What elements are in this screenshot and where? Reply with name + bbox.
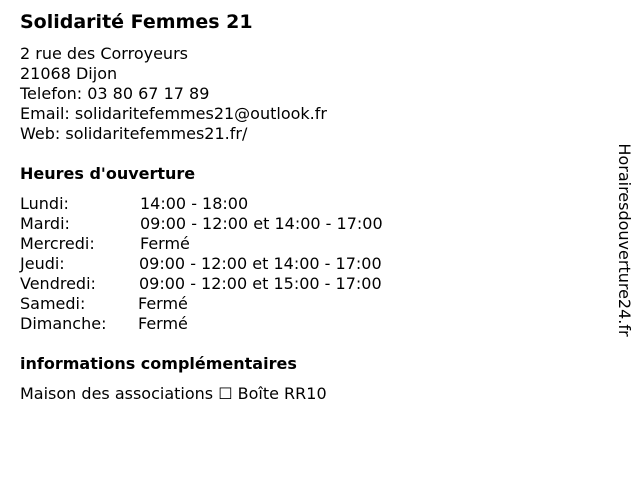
day-label: Samedi: — [20, 294, 86, 313]
day-label: Lundi: — [20, 194, 69, 213]
day-label: Jeudi: — [20, 254, 65, 273]
address-block — [20, 44, 327, 144]
additional-info-heading: informations complémentaires — [20, 354, 297, 373]
opening-hours-heading: Heures d'ouverture — [20, 164, 196, 183]
phone-line: Telefon: 03 80 67 17 89 — [20, 84, 210, 103]
day-label: Vendredi: — [20, 274, 96, 293]
day-label: Dimanche: — [20, 314, 107, 333]
website-line: Web: solidaritefemmes21.fr/ — [20, 124, 248, 143]
day-hours: Fermé — [138, 314, 188, 333]
day-hours: 09:00 - 12:00 et 14:00 - 17:00 — [140, 214, 383, 233]
business-name: Solidarité Femmes 21 — [20, 11, 253, 33]
day-hours: 09:00 - 12:00 et 14:00 - 17:00 — [139, 254, 382, 273]
additional-info-text: Maison des associations ☐ Boîte RR10 — [20, 384, 327, 403]
day-hours: Fermé — [138, 294, 188, 313]
day-label: Mercredi: — [20, 234, 95, 253]
street-address: 2 rue des Corroyeurs — [20, 44, 188, 63]
email-line: Email: solidaritefemmes21@outlook.fr — [20, 104, 327, 123]
day-hours: 09:00 - 12:00 et 15:00 - 17:00 — [139, 274, 382, 293]
city-postcode: 21068 Dijon — [20, 64, 118, 83]
day-label: Mardi: — [20, 214, 70, 233]
site-brand-vertical: Horairesdouverture24.fr — [615, 143, 634, 337]
day-hours: 14:00 - 18:00 — [140, 194, 249, 213]
day-hours: Fermé — [140, 234, 190, 253]
